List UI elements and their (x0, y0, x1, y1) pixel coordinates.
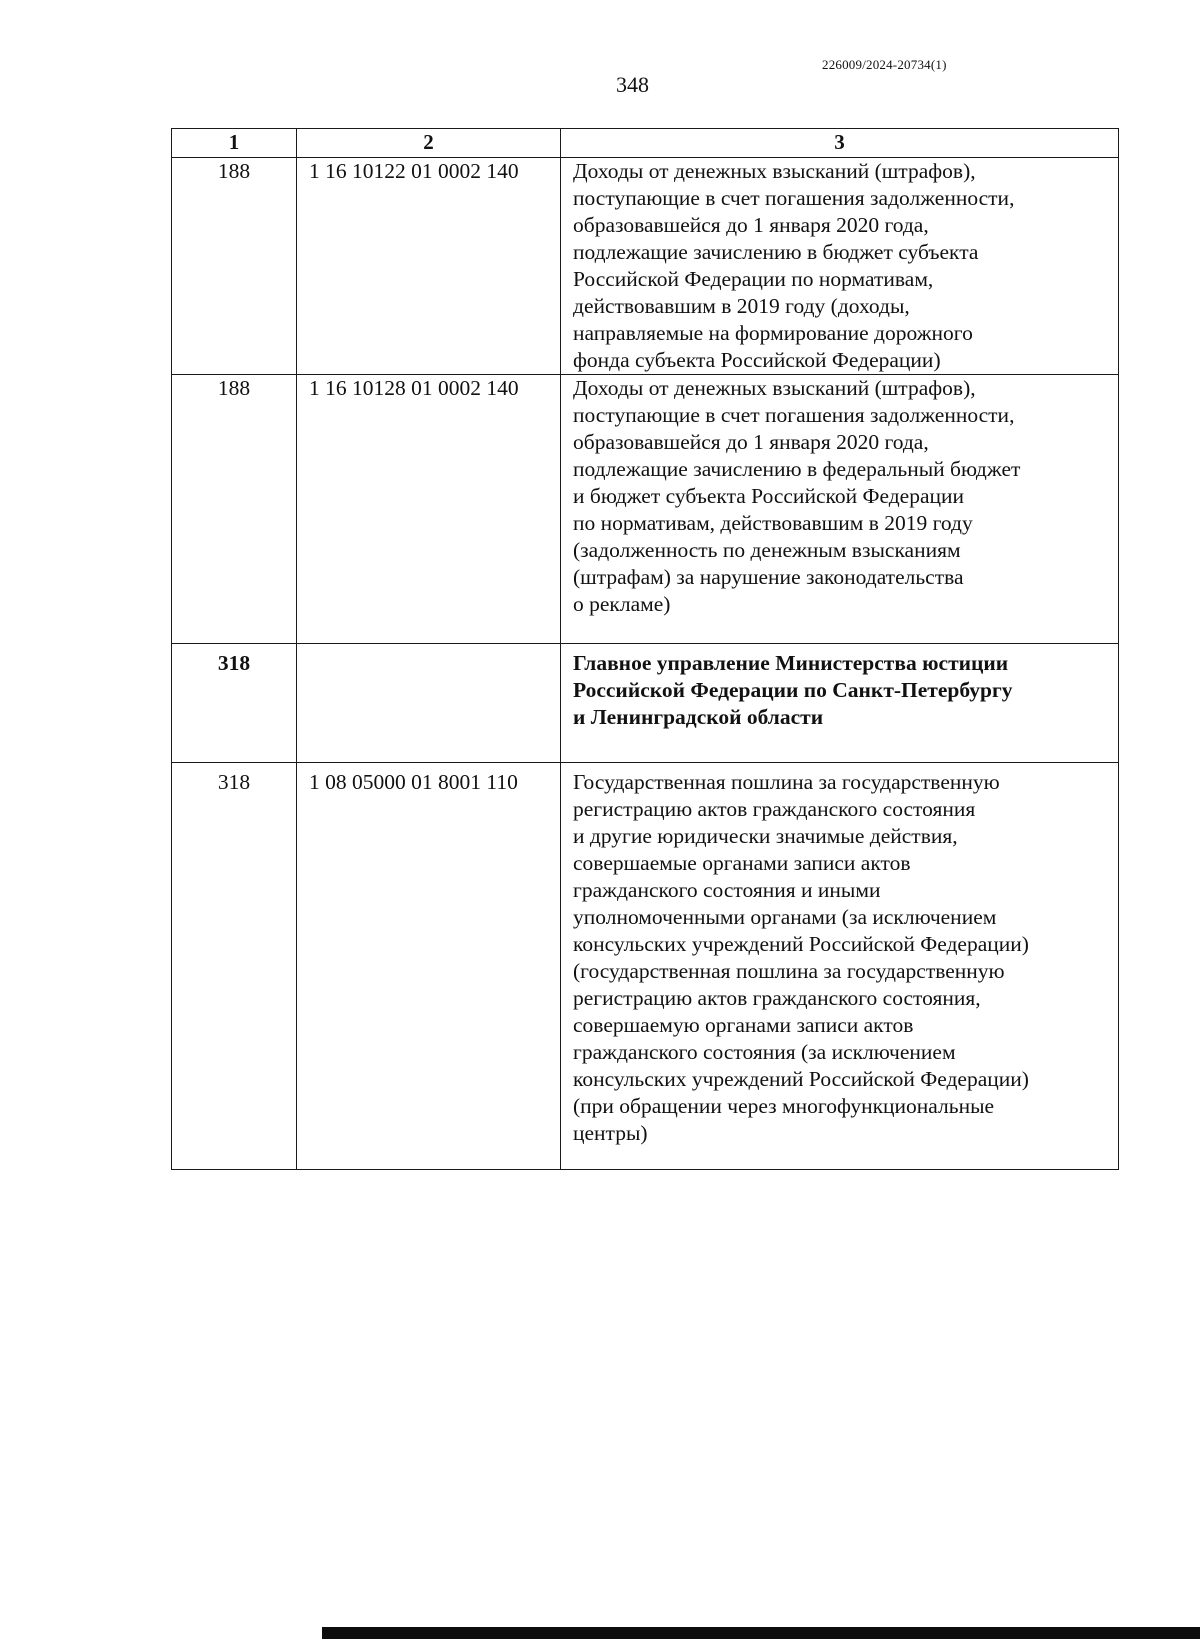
description-line: и другие юридически значимые действия, (573, 824, 958, 848)
description-line: образовавшейся до 1 января 2020 года, (573, 430, 929, 454)
description-line: уполномоченными органами (за исключением (573, 905, 997, 929)
admin-code-cell: 188 (172, 375, 297, 644)
column-header-1: 1 (172, 129, 297, 158)
document-reference: 226009/2024-20734(1) (822, 57, 947, 72)
column-header-2: 2 (297, 129, 561, 158)
description-cell (561, 375, 1119, 644)
description-line: (штрафам) за нарушение законодательства (573, 565, 964, 589)
description-line: фонда субъекта Российской Федерации) (573, 348, 941, 372)
description-line: направляемые на формирование дорожного (573, 321, 973, 345)
description-line: поступающие в счет погашения задолженности, (573, 186, 1015, 210)
description-line: образовавшейся до 1 января 2020 года, (573, 213, 929, 237)
table-body (172, 158, 1119, 1170)
description-line: Доходы от денежных взысканий (штрафов), (573, 376, 976, 400)
description-line: и бюджет субъекта Российской Федерации (573, 484, 965, 508)
admin-code-cell: 318 (172, 763, 297, 1170)
description-line: регистрацию актов гражданского состояния (573, 797, 976, 821)
description-line: Российской Федерации по Санкт-Петербургу (573, 678, 1013, 702)
description-line: гражданского состояния (за исключением (573, 1040, 956, 1064)
table-row-section-heading (172, 644, 1119, 763)
description-cell (561, 644, 1119, 763)
description-line: Государственная пошлина за государственную (573, 770, 1000, 794)
description-line: консульских учреждений Российской Федерации) (573, 1067, 1029, 1091)
column-header-3: 3 (561, 129, 1119, 158)
description-line: совершаемые органами записи актов (573, 851, 911, 875)
description-line: подлежащие зачислению в федеральный бюджет (573, 457, 1021, 481)
admin-code-cell: 188 (172, 158, 297, 375)
description-line: регистрацию актов гражданского состояния, (573, 986, 981, 1010)
table-row (172, 763, 1119, 1170)
description-cell (561, 763, 1119, 1170)
description-line: (задолженность по денежным взысканиям (573, 538, 961, 562)
description-line: консульских учреждений Российской Федерации) (573, 932, 1029, 956)
description-line: Доходы от денежных взысканий (штрафов), (573, 159, 976, 183)
budget-code-cell: 1 08 05000 01 8001 110 (297, 763, 561, 1170)
description-line: центры) (573, 1121, 648, 1145)
description-line: и Ленинградской области (573, 705, 824, 729)
description-cell (561, 158, 1119, 375)
description-line: (государственная пошлина за государственную (573, 959, 1005, 983)
table-header-row (172, 129, 1119, 158)
budget-code-cell: 1 16 10122 01 0002 140 (297, 158, 561, 375)
description-line: совершаемую органами записи актов (573, 1013, 914, 1037)
description-line: гражданского состояния и иными (573, 878, 881, 902)
description-line: Главное управление Министерства юстиции (573, 651, 1009, 675)
description-line: поступающие в счет погашения задолженности, (573, 403, 1015, 427)
table-row (172, 375, 1119, 644)
description-line: по нормативам, действовавшим в 2019 году (573, 511, 973, 535)
description-line: подлежащие зачислению в бюджет субъекта (573, 240, 979, 264)
description-line: действовавшим в 2019 году (доходы, (573, 294, 910, 318)
description-line: о рекламе) (573, 592, 671, 616)
budget-code-cell (297, 644, 561, 763)
budget-code-cell: 1 16 10128 01 0002 140 (297, 375, 561, 644)
page-number: 348 (616, 72, 649, 97)
description-line: (при обращении через многофункциональные (573, 1094, 995, 1118)
scan-edge-bar (322, 1627, 1200, 1639)
table-row (172, 158, 1119, 375)
budget-revenue-table (171, 128, 1119, 1170)
admin-code-cell: 318 (172, 644, 297, 763)
description-line: Российской Федерации по нормативам, (573, 267, 934, 291)
